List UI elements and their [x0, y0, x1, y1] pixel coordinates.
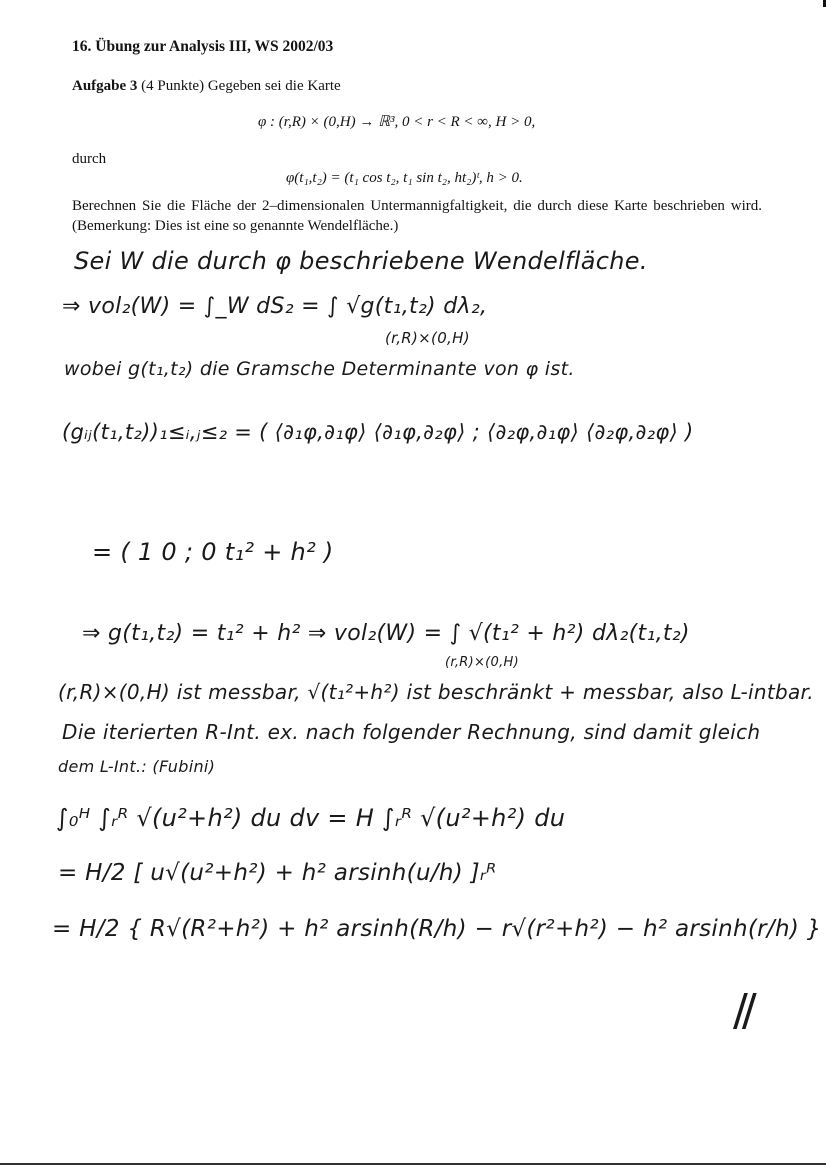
solution-line-2-domain: (r,R)×(0,H)	[385, 329, 470, 347]
solution-gram-matrix: (gᵢⱼ(t₁,t₂))₁≤ᵢ,ⱼ≤₂ = ( ⟨∂₁φ,∂₁φ⟩ ⟨∂₁φ,∂₂φ⟩ ; ⟨∂₂φ,∂₁φ⟩ ⟨∂₂φ,∂₂φ⟩ )	[62, 420, 694, 444]
solution-line-1: Sei W die durch φ beschriebene Wendelfläche.	[74, 247, 648, 275]
solution-line-6: ⇒ g(t₁,t₂) = t₁² + h² ⇒ vol₂(W) = ∫ √(t₁² + h²) dλ₂(t₁,t₂)	[82, 621, 690, 646]
map-formula: φ : (r,R) × (0,H) → ℝ³, 0 < r < R < ∞, H > 0,	[258, 114, 536, 130]
solution-final-result: = H/2 { R√(R²+h²) + h² arsinh(R/h) − r√(r²+h²) − h² arsinh(r/h) }	[52, 916, 822, 942]
solution-line-6-domain: (r,R)×(0,H)	[445, 655, 519, 670]
solution-line-7: (r,R)×(0,H) ist messbar, √(t₁²+h²) ist beschränkt + messbar, also L-intbar.	[58, 680, 814, 704]
task-description: Berechnen Sie die Fläche der 2–dimensionalen Untermannigfaltigkeit, die durch diese Karte beschrieben wird. (Bemerkung: Dies ist eine so genannte Wendelfläche.)	[72, 198, 762, 234]
solution-antiderivative: = H/2 [ u√(u²+h²) + h² arsinh(u/h) ]ᵣᴿ	[58, 860, 497, 886]
map-definition: φ(t₁,t₂) = (t₁ cos t₂, t₁ sin t₂, ht₂)ᵗ, h > 0.	[286, 170, 523, 186]
task-header	[72, 77, 762, 96]
task-label: Aufgabe 3	[72, 78, 138, 94]
solution-line-2: ⇒ vol₂(W) = ∫_W dS₂ = ∫ √g(t₁,t₂) dλ₂,	[62, 294, 488, 319]
solution-line-3: wobei g(t₁,t₂) die Gramsche Determinante von φ ist.	[64, 358, 575, 380]
solution-line-8: Die iterierten R-Int. ex. nach folgender Rechnung, sind damit gleich	[62, 720, 761, 744]
task-intro: (4 Punkte) Gegeben sei die Karte	[137, 78, 341, 94]
solution-integral: ∫₀ᴴ ∫ᵣᴿ √(u²+h²) du dv = H ∫ᵣᴿ √(u²+h²) du	[56, 804, 566, 832]
solution-gram-result: = ( 1 0 ; 0 t₁² + h² )	[92, 538, 334, 566]
solution-line-9: dem L-Int.: (Fubini)	[58, 757, 216, 776]
sheet-title: 16. Übung zur Analysis III, WS 2002/03	[72, 38, 334, 55]
end-mark: //	[733, 985, 751, 1036]
bottom-scan-edge	[0, 1163, 826, 1165]
durch-text: durch	[72, 151, 107, 167]
